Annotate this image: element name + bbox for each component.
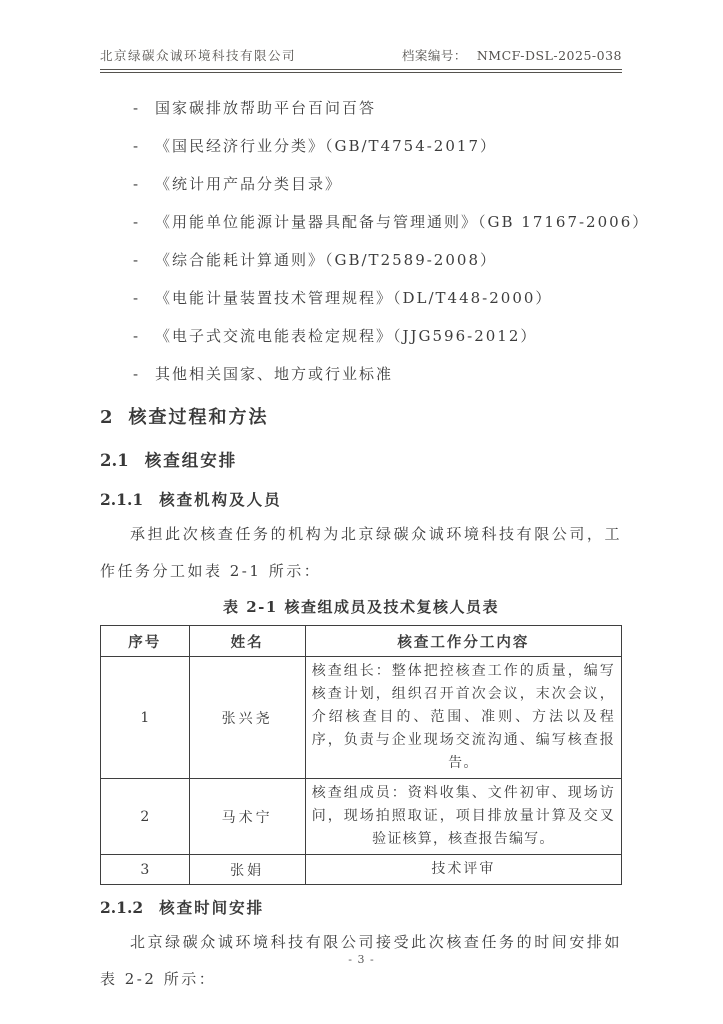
cell-name: 张兴尧 <box>189 657 305 779</box>
cell-name: 张娟 <box>189 855 305 885</box>
section-heading-2 <box>100 405 622 431</box>
list-item-text: 《电子式交流电能表检定规程》（JJG596-2012） <box>155 327 538 345</box>
list-item <box>100 127 622 165</box>
cell-no: 1 <box>101 657 190 779</box>
dash-bullet: - <box>133 289 139 307</box>
list-item <box>100 355 622 393</box>
list-item <box>100 279 622 317</box>
section-title: 核查过程和方法 <box>128 407 269 428</box>
section-title: 核查组安排 <box>144 451 238 470</box>
archive-label: 档案编号： <box>401 48 467 63</box>
table-row <box>101 657 622 779</box>
list-item-text: 《电能计量装置技术管理规程》（DL/T448-2000） <box>155 289 553 307</box>
table-row <box>101 855 622 885</box>
cell-no: 2 <box>101 779 190 855</box>
section-title: 核查机构及人员 <box>159 490 282 509</box>
list-item <box>100 317 622 355</box>
column-header-no: 序号 <box>101 626 190 657</box>
section-number: 2 <box>100 407 113 428</box>
dash-bullet: - <box>133 365 139 383</box>
section-heading-2-1-1 <box>100 489 622 511</box>
dash-bullet: - <box>133 327 139 345</box>
dash-bullet: - <box>133 99 139 117</box>
header-archive-number <box>402 46 622 64</box>
table-header-row <box>101 626 622 657</box>
body-paragraph: 承担此次核查任务的机构为北京绿碳众诚环境科技有限公司，工作任务分工如表 2-1 所示： <box>100 525 622 580</box>
section-number: 2.1.1 <box>100 490 144 509</box>
section-heading-2-1 <box>100 449 622 473</box>
list-item <box>100 165 622 203</box>
section-number: 2.1.2 <box>100 898 144 917</box>
column-header-duty: 核查工作分工内容 <box>305 626 621 657</box>
page-number: - 3 - <box>348 953 375 966</box>
archive-value: NMCF-DSL-2025-038 <box>476 48 622 63</box>
list-item-text: 其他相关国家、地方或行业标准 <box>155 365 394 383</box>
page-header <box>100 46 622 73</box>
section-heading-2-1-2 <box>100 897 622 919</box>
list-item-text: 《用能单位能源计量器具配备与管理通则》（GB 17167-2006） <box>155 213 650 231</box>
dash-bullet: - <box>133 251 139 269</box>
column-header-name: 姓名 <box>189 626 305 657</box>
verification-team-table <box>100 625 622 885</box>
list-item <box>100 89 622 127</box>
table-row <box>101 779 622 855</box>
body-paragraph: 北京绿碳众诚环境科技有限公司接受此次核查任务的时间安排如表 2-2 所示： <box>100 933 622 988</box>
cell-no: 3 <box>101 855 190 885</box>
list-item-text: 《统计用产品分类目录》 <box>155 175 343 193</box>
list-item <box>100 241 622 279</box>
cell-duty: 技术评审 <box>305 855 621 885</box>
section-title: 核查时间安排 <box>159 898 265 917</box>
list-item <box>100 203 650 241</box>
cell-duty: 核查组成员：资料收集、文件初审、现场访问，现场拍照取证，项目排放量计算及交叉验证核算，核查报告编写。 <box>305 779 621 855</box>
cell-name: 马术宁 <box>189 779 305 855</box>
dash-bullet: - <box>133 175 139 193</box>
dash-bullet: - <box>133 137 139 155</box>
cell-duty: 核查组长：整体把控核查工作的质量，编写核查计划，组织召开首次会议，末次会议，介绍核查目的、范围、准则、方法以及程序，负责与企业现场交流沟通、编写核查报告。 <box>305 657 621 779</box>
table-caption: 表 2-1 核查组成员及技术复核人员表 <box>222 598 500 616</box>
dash-bullet: - <box>133 213 139 231</box>
reference-list <box>100 89 650 393</box>
header-company-name: 北京绿碳众诚环境科技有限公司 <box>100 48 297 63</box>
list-item-text: 《综合能耗计算通则》（GB/T2589-2008） <box>155 251 497 269</box>
list-item-text: 国家碳排放帮助平台百问百答 <box>155 99 377 117</box>
section-number: 2.1 <box>100 451 129 470</box>
list-item-text: 《国民经济行业分类》（GB/T4754-2017） <box>155 137 497 155</box>
